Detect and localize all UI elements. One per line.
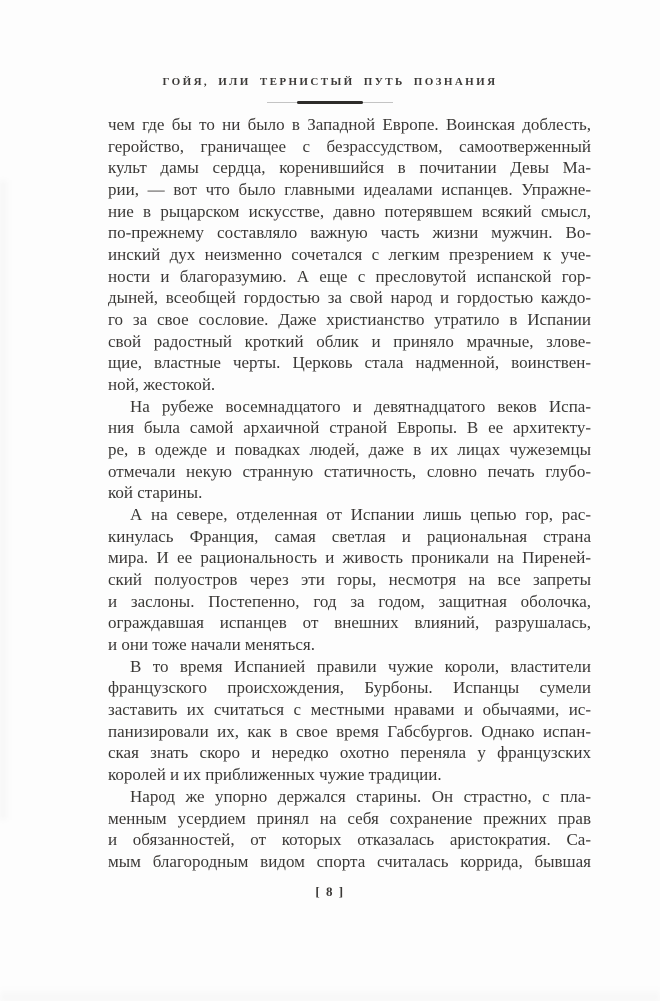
text-line: культ дамы сердца, коренившийся в почитании Девы Ма- (108, 158, 591, 178)
text-line: свой радостный кроткий облик и приняло мрачные, злове- (108, 331, 591, 351)
header-divider (267, 100, 393, 105)
text-line: заставить их считаться с местными нравами и обычаями, ис- (108, 700, 591, 720)
text-line: ния была самой архаичной страной Европы. В ее архитекту- (108, 418, 591, 438)
text-line: французского происхождения, Бурбоны. Испанцы сумели (108, 678, 591, 698)
divider-thick-bar (297, 101, 363, 105)
body-text (108, 114, 591, 873)
text-line: ская знать скоро и нередко охотно переняла у французских (108, 743, 591, 763)
text-line: ский полуостров через эти горы, несмотря на все запреты (108, 570, 591, 590)
text-line: чем где бы то ни было в Западной Европе. Воинская доблесть, (108, 115, 591, 134)
text-line: рии, — вот что было главными идеалами испанцев. Упражне- (108, 180, 591, 200)
text-line: менным усердием принял на себя сохранение прежних прав (108, 808, 591, 828)
paragraph (108, 786, 591, 873)
text-line: отмечали некую странную статичность, словно печать глубо- (108, 461, 591, 481)
text-line: мым благородным видом спорта считалась коррида, бывшая (108, 851, 591, 871)
text-line: На рубеже восемнадцатого и девятнадцатого веков Испа- (130, 396, 591, 416)
text-line: ности и благоразумию. А еще с пресловутой испанской гор- (108, 266, 591, 286)
text-line: дыней, всеобщей гордостью за свой народ и гордостью каждо- (108, 288, 591, 308)
scan-artifact-left (0, 180, 10, 820)
text-line: и обязанностей, от которых отказалась аристократия. Са- (108, 830, 591, 850)
text-line: геройство, граничащее с безрассудством, самоотверженный (108, 136, 591, 156)
text-line: кинулась Франция, самая светлая и рациональная страна (108, 526, 591, 546)
scan-artifact-bottom (0, 987, 660, 1001)
text-line: инский дух неизменно сочетался с легким презрением к уче- (108, 245, 591, 265)
text-line: кой старины. (108, 483, 203, 503)
text-line: го за свое сословие. Даже христианство утратило в Испании (108, 310, 591, 330)
text-line: ной, жестокой. (108, 375, 216, 395)
paragraph (108, 396, 591, 504)
text-line: панизировали их, как в свое время Габсбургов. Однако испан- (108, 721, 591, 741)
text-line: В то время Испанией правили чужие короли, властители (130, 656, 591, 676)
text-line: по-прежнему составляло важную часть жизни мужчин. Во- (108, 223, 591, 243)
text-line: А на севере, отделенная от Испании лишь цепью гор, рас- (130, 505, 591, 525)
text-line: Народ же упорно держался старины. Он страстно, с пла- (130, 786, 591, 806)
text-line: ние в рыцарском искусстве, давно потерявшем всякий смысл, (108, 201, 591, 221)
running-header: ГОЙЯ, ИЛИ ТЕРНИСТЫЙ ПУТЬ ПОЗНАНИЯ (162, 76, 498, 88)
text-line: ограждавшая испанцев от внешних влияний, разрушалась, (108, 613, 591, 633)
text-line: мира. И ее рациональность и живость проникали на Пиреней- (108, 548, 591, 568)
text-line: и заслоны. Постепенно, год за годом, защитная оболочка, (108, 591, 591, 611)
page-number: [ 8 ] (315, 884, 345, 899)
paragraph (108, 656, 591, 786)
text-line: щие, властные черты. Церковь стала надменной, воинствен- (108, 353, 591, 373)
paragraph (108, 504, 591, 656)
text-line: ре, в одежде и повадках людей, даже в их лицах чужеземцы (108, 440, 591, 460)
text-line: и они тоже начали меняться. (108, 635, 315, 655)
paragraph (108, 114, 591, 396)
text-line: королей и их приближенных чужие традиции. (108, 765, 442, 785)
